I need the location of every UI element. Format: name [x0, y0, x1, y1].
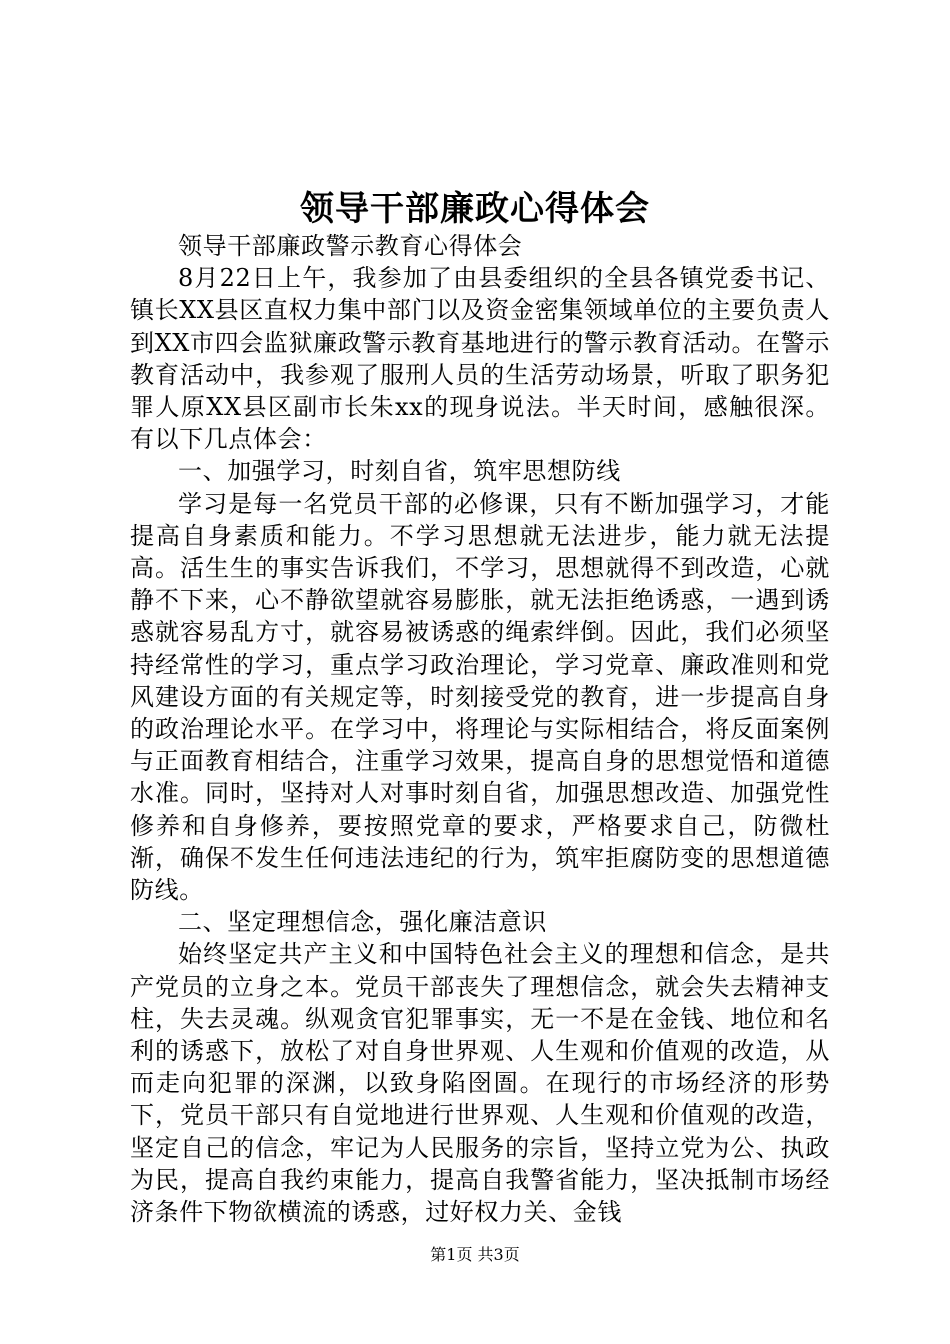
document-body: [130, 230, 830, 1228]
section-2-paragraph: 始终坚定共产主义和中国特色社会主义的理想和信念，是共产党员的立身之本。党员干部丧失了理想信念，就会失去精神支柱，失去灵魂。纵观贪官犯罪事实，无一不是在金钱、地位和名利的诱惑下，放松了对自身世界观、人生观和价值观的改造，从而走向犯罪的深渊，以致身陷囹圄。在现行的市场经济的形势下，党员干部只有自觉地进行世界观、人生观和价值观的改造，坚定自己的信念，牢记为人民服务的宗旨，坚持立党为公、执政为民，提高自我约束能力，提高自我警省能力，坚决抵制市场经济条件下物欲横流的诱惑，过好权力关、金钱: [130, 940, 830, 1227]
section-heading-2: 二、坚定理想信念，强化廉洁意识: [178, 908, 547, 937]
section-1-paragraph: 学习是每一名党员干部的必修课，只有不断加强学习，才能提高自身素质和能力。不学习思想就无法进步，能力就无法提高。活生生的事实告诉我们，不学习，思想就得不到改造，心就静不下来，心不静欲望就容易膨胀，就无法拒绝诱惑，一遇到诱惑就容易乱方寸，就容易被诱惑的绳索绊倒。因此，我们必须坚持经常性的学习，重点学习政治理论，学习党章、廉政准则和党风建设方面的有关规定等，时刻接受党的教育，进一步提高自身的政治理论水平。在学习中，将理论与实际相结合，将反面案例与正面教育相结合，注重学习效果，提高自身的思想觉悟和道德水准。同时，坚持对人对事时刻自省，加强思想改造、加强党性修养和自身修养，要按照党章的要求，严格要求自己，防微杜渐，确保不发生任何违法违纪的行为，筑牢拒腐防变的思想道德防线。: [130, 489, 830, 905]
section-heading-1: 一、加强学习，时刻自省，筑牢思想防线: [178, 457, 621, 486]
document-title: 领导干部廉政心得体会: [300, 189, 650, 229]
subtitle-paragraph: 领导干部廉政警示教育心得体会: [178, 232, 523, 260]
page-footer: 第1页 共3页: [430, 1245, 520, 1264]
intro-paragraph: 8月22日上午，我参加了由县委组织的全县各镇党委书记、镇长XX县区直权力集中部门以及资金密集领域单位的主要负责人到XX市四会监狱廉政警示教育基地进行的警示教育活动。在警示教育活动中，我参观了服刑人员的生活劳动场景，听取了职务犯罪人原XX县区副市长朱xx的现身说法。半天时间，感触很深。有以下几点体会：: [130, 264, 830, 454]
